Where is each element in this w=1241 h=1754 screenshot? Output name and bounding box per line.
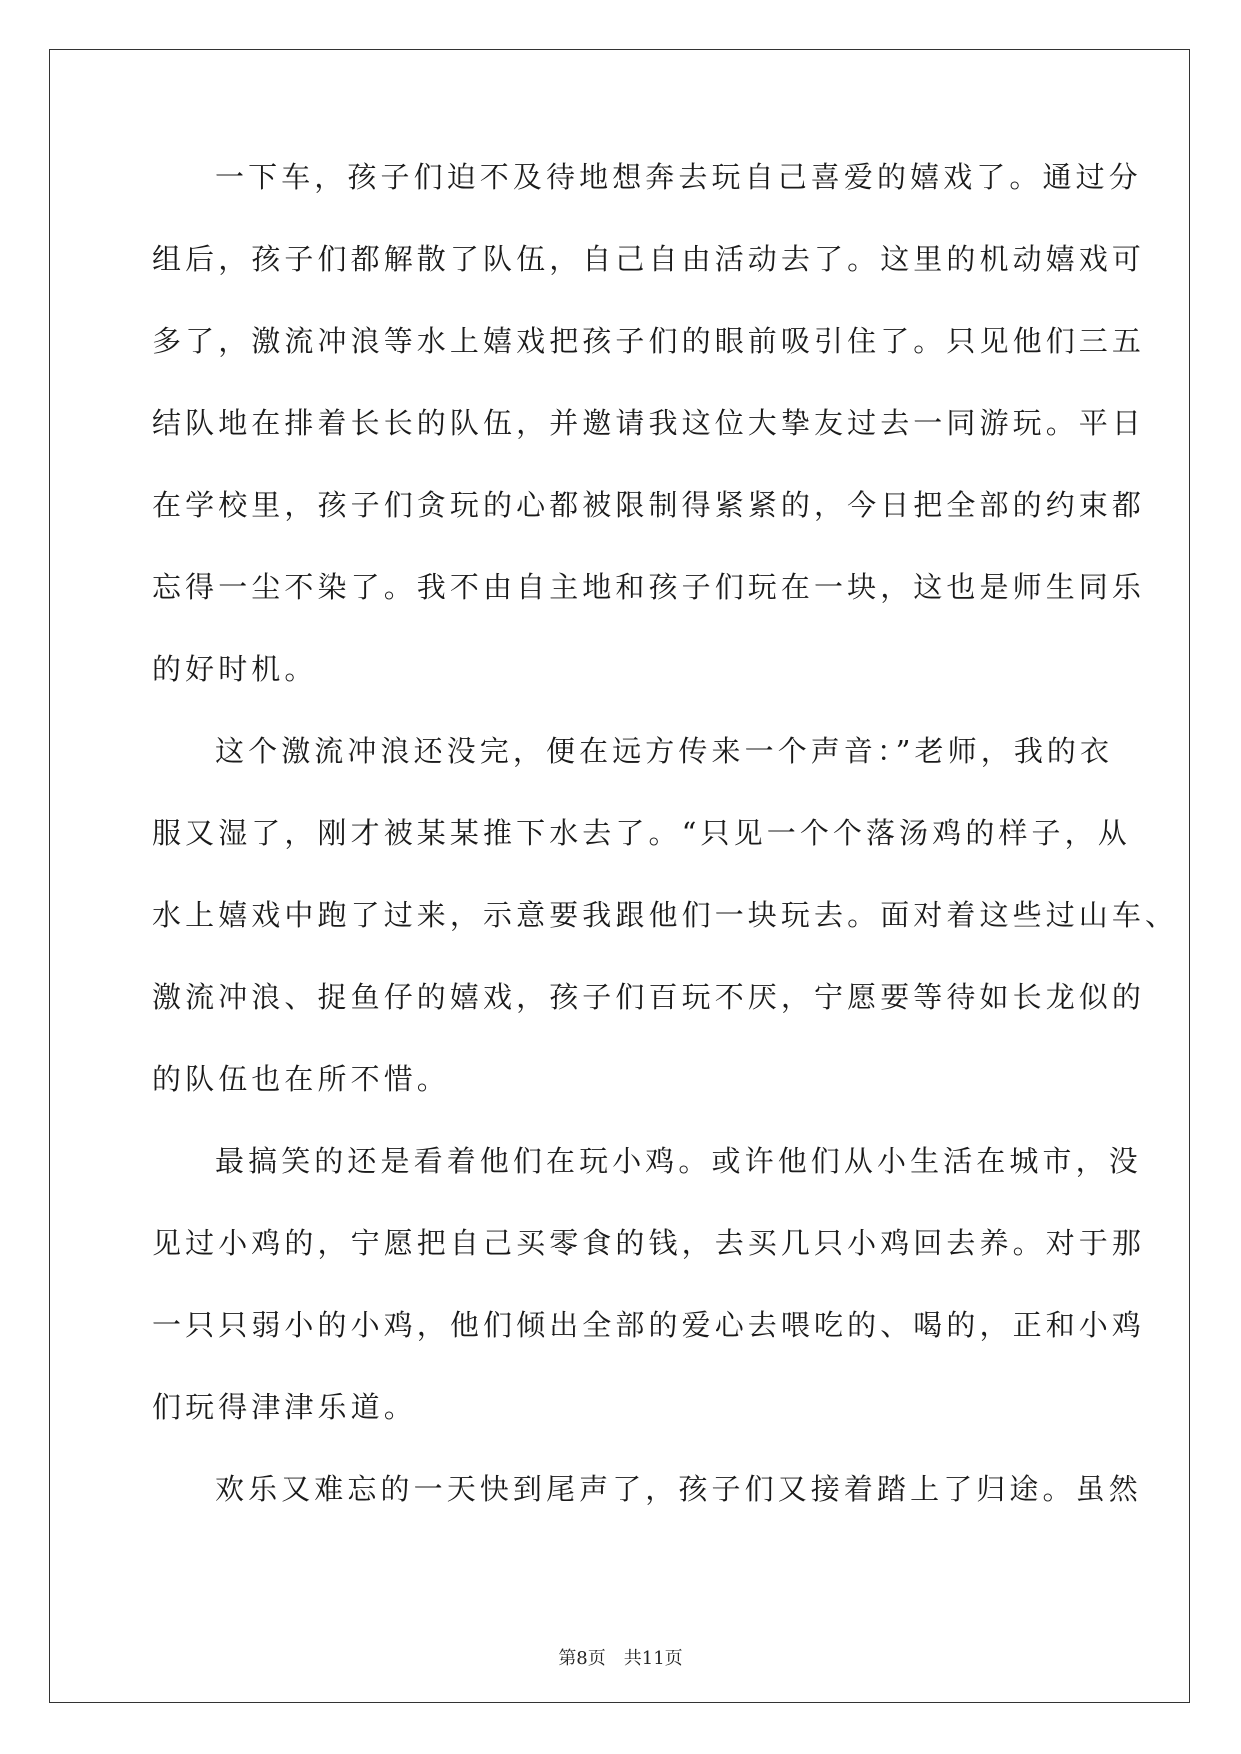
paragraph-3-line-3: 一只只弱小的小鸡，他们倾出全部的爱心去喂吃的、喝的，正和小鸡	[152, 1308, 1146, 1342]
paragraph-1-line-5: 在学校里，孩子们贪玩的心都被限制得紧紧的，今日把全部的约束都	[152, 488, 1146, 522]
paragraph-3-line-1: 最搞笑的还是看着他们在玩小鸡。或许他们从小生活在城市，没	[215, 1144, 1142, 1178]
paragraph-2-line-1: 这个激流冲浪还没完，便在远方传来一个声音：”老师，我的衣	[215, 734, 1114, 768]
paragraph-2-line-3: 水上嬉戏中跑了过来，示意要我跟他们一块玩去。面对着这些过山车、	[152, 898, 1179, 932]
page-number-total: 共11页	[623, 1648, 683, 1669]
document-body	[152, 160, 1179, 1554]
paragraph-1-line-6: 忘得一尘不染了。我不由自主地和孩子们玩在一块，这也是师生同乐	[152, 570, 1146, 604]
paragraph-1-line-3: 多了，激流冲浪等水上嬉戏把孩子们的眼前吸引住了。只见他们三五	[152, 324, 1146, 358]
paragraph-2-line-4: 激流冲浪、捉鱼仔的嬉戏，孩子们百玩不厌，宁愿要等待如长龙似的	[152, 980, 1146, 1014]
paragraph-1-line-2: 组后，孩子们都解散了队伍，自己自由活动去了。这里的机动嬉戏可	[152, 242, 1146, 276]
paragraph-2-line-2: 服又湿了，刚才被某某推下水去了。“只见一个个落汤鸡的样子，从	[152, 816, 1131, 850]
paragraph-1-line-7: 的好时机。	[152, 652, 318, 686]
paragraph-2-line-5: 的队伍也在所不惜。	[152, 1062, 450, 1096]
paragraph-3-line-2: 见过小鸡的，宁愿把自己买零食的钱，去买几只小鸡回去养。对于那	[152, 1226, 1146, 1260]
page-number-current: 第8页	[558, 1648, 606, 1669]
page-footer	[0, 1648, 1241, 1670]
paragraph-3-line-4: 们玩得津津乐道。	[152, 1390, 417, 1424]
paragraph-1-line-1: 一下车，孩子们迫不及待地想奔去玩自己喜爱的嬉戏了。通过分	[215, 160, 1142, 194]
paragraph-1-line-4: 结队地在排着长长的队伍，并邀请我这位大挚友过去一同游玩。平日	[152, 406, 1146, 440]
paragraph-4-line-1: 欢乐又难忘的一天快到尾声了，孩子们又接着踏上了归途。虽然	[215, 1472, 1142, 1506]
